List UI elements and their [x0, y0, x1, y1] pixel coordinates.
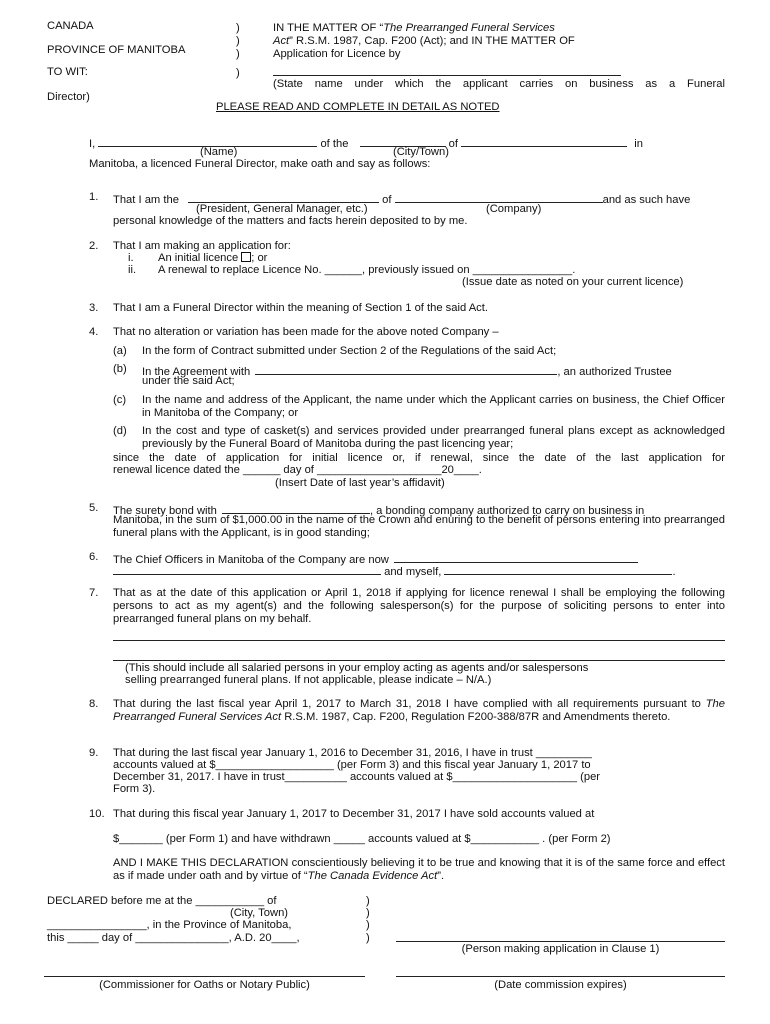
- date-line: this _____ day of _______________, A.D. 20____,: [47, 932, 300, 944]
- section-4-text: That no alteration or variation has been made for the above noted Company –: [113, 326, 499, 338]
- section-1-knowledge: personal knowledge of the matters and facts herein deposited to by me.: [113, 215, 468, 227]
- business-name-field[interactable]: [273, 75, 621, 76]
- section-6-line-2: and myself, .: [113, 563, 676, 579]
- name-caption: (Name): [200, 146, 238, 158]
- section-7-text: That as at the date of this application or April 1, 2018 if applying for licence renewal I shall be employing the following persons to act as my agent(s) and the following salesperson(s) for the purpose of soliciting persons to enter into prearranged funeral plans on my behalf.: [113, 587, 725, 626]
- bonding-company-field[interactable]: [222, 502, 370, 514]
- section-1-line: That I am the of and as such have: [113, 191, 690, 207]
- initial-licence-checkbox[interactable]: [241, 252, 251, 262]
- expiry-caption: (Date commission expires): [494, 979, 627, 991]
- myself-name-field[interactable]: [444, 563, 672, 575]
- section-9-line-2: accounts valued at $___________________ (per Form 3) and this fiscal year January 1, 2017 to: [113, 759, 591, 771]
- section-4a-text: In the form of Contract submitted under Section 2 of the Regulations of the said Act;: [142, 345, 557, 357]
- section-7-note-2: selling prearranged funeral plans. If not applicable, please indicate – N/A.): [125, 674, 492, 686]
- state-name-caption: (State name under which the applicant carries on business as a Funeral: [273, 78, 725, 90]
- matter-line-1: IN THE MATTER OF “The Prearranged Funeral Services: [273, 22, 555, 34]
- section-number: 4.: [89, 326, 99, 338]
- director-caption: Director): [47, 91, 90, 103]
- renewal-licence-option: A renewal to replace Licence No. ______, previously issued on ________________.: [158, 264, 576, 276]
- section-9-line-1: That during the last fiscal year January 1, 2016 to December 31, 2016, I have in trust _________: [113, 747, 592, 759]
- bracket-paren: ): [366, 919, 370, 931]
- section-2-intro: That I am making an application for:: [113, 240, 291, 252]
- section-9-line-3: December 31, 2017. I have in trust__________ accounts valued at $____________________ (per: [113, 771, 601, 783]
- oath-statement: Manitoba, a licenced Funeral Director, make oath and say as follows:: [89, 158, 431, 170]
- section-number: 7.: [89, 587, 99, 599]
- bracket-paren: ): [236, 22, 240, 34]
- section-10-line-2: $_______ (per Form 1) and have withdrawn _____ accounts valued at $___________ . (per Form 2): [113, 833, 611, 845]
- sub-item-label: (a): [113, 345, 127, 357]
- bracket-paren: ): [236, 48, 240, 60]
- section-4b-tail: under the said Act;: [142, 375, 235, 387]
- instruction-notice: PLEASE READ AND COMPLETE IN DETAIL AS NOTED: [216, 101, 500, 113]
- intro-line: I, of the of in: [89, 135, 643, 151]
- commissioner-caption: (Commissioner for Oaths or Notary Public): [99, 979, 310, 991]
- list-numeral: ii.: [128, 264, 137, 276]
- chief-officers-field[interactable]: [394, 551, 638, 563]
- section-number: 10.: [89, 808, 105, 820]
- sub-item-label: (d): [113, 425, 127, 437]
- section-5-line: The surety bond with , a bonding company authorized to carry on business in: [113, 502, 644, 518]
- section-4d-text: In the cost and type of casket(s) and services provided under prearranged funeral plans except as acknowledged previously by the Funeral Board of Manitoba during the past licencing year;: [142, 425, 725, 451]
- trustee-agreement-field[interactable]: [255, 363, 557, 375]
- section-4b-line: In the Agreement with , an authorized Trustee: [142, 363, 725, 379]
- province-line: ________________, in the Province of Manitoba,: [47, 919, 292, 931]
- bracket-paren: ): [236, 35, 240, 47]
- chief-officers-field-2[interactable]: [113, 563, 381, 575]
- affidavit-date-caption: (Insert Date of last year’s affidavit): [275, 477, 445, 489]
- declaration-text: AND I MAKE THIS DECLARATION conscientiously believing it to be true and knowing that it is of the same force and effect as if made under oath and by virtue of “The Canada Evidence Act”.: [113, 857, 725, 883]
- section-4-renewal-date: renewal licence dated the ______ day of ____________________20____.: [113, 464, 482, 476]
- section-4c-text: In the name and address of the Applicant, the name under which the Applicant carries on business, the Chief Officer in Manitoba of the Company; or: [142, 394, 725, 420]
- jurisdiction-canada: CANADA: [47, 20, 94, 32]
- section-9-line-4: Form 3).: [113, 783, 156, 795]
- declared-before-line: DECLARED before me at the ___________ of: [47, 895, 277, 907]
- bracket-paren: ): [366, 907, 370, 919]
- applicant-signature-line[interactable]: [396, 941, 725, 942]
- company-field[interactable]: [395, 191, 603, 203]
- section-8-text: That during the last fiscal year April 1, 2017 to March 31, 2018 I have complied with all requirements pursuant to The Prearranged Funeral Services Act R.S.M. 1987, Cap. F200, Regulation F200-388/87R and Amendments thereto.: [113, 698, 725, 724]
- sub-item-label: (c): [113, 394, 127, 406]
- city-town-caption: (City, Town): [230, 907, 289, 919]
- section-number: 1.: [89, 191, 99, 203]
- salespersons-field-line[interactable]: [113, 660, 725, 661]
- bracket-paren: ): [366, 932, 370, 944]
- city-caption: (City/Town): [393, 146, 449, 158]
- initial-licence-option: An initial licence ; or: [158, 252, 268, 264]
- sub-item-label: (b): [113, 363, 127, 375]
- issue-date-caption: (Issue date as noted on your current licence): [462, 276, 684, 288]
- position-caption: (President, General Manager, etc.): [196, 203, 368, 215]
- section-5-text: Manitoba, in the sum of $1,000.00 in the name of the Crown and enuring to the benefit of persons entering into prearranged funeral plans with the Applicant, is in good standing;: [113, 514, 725, 540]
- bracket-paren: ): [366, 895, 370, 907]
- matter-line-3: Application for Licence by: [273, 48, 401, 60]
- section-10-line-1: That during this fiscal year January 1, 2017 to December 31, 2017 I have sold accounts valued at: [113, 808, 595, 820]
- bracket-paren: ): [236, 67, 240, 79]
- section-3-text: That I am a Funeral Director within the meaning of Section 1 of the said Act.: [113, 302, 488, 314]
- section-number: 2.: [89, 240, 99, 252]
- applicant-caption: (Person making application in Clause 1): [461, 943, 660, 955]
- company-caption: (Company): [486, 203, 542, 215]
- to-wit-label: TO WIT:: [47, 66, 88, 78]
- section-number: 3.: [89, 302, 99, 314]
- section-6-line: The Chief Officers in Manitoba of the Company are now: [113, 551, 638, 567]
- section-number: 5.: [89, 502, 99, 514]
- commission-expiry-line[interactable]: [396, 976, 725, 977]
- location-field[interactable]: [461, 135, 627, 147]
- commissioner-signature-line[interactable]: [44, 976, 365, 977]
- section-number: 6.: [89, 551, 99, 563]
- section-7-note-1: (This should include all salaried persons in your employ acting as agents and/or salespersons: [125, 662, 589, 674]
- section-number: 9.: [89, 747, 99, 759]
- agents-field-line[interactable]: [113, 640, 725, 641]
- section-4-since: since the date of application for initial licence or, if renewal, since the date of the last application for: [113, 452, 725, 464]
- matter-line-2: Act” R.S.M. 1987, Cap. F200 (Act); and IN THE MATTER OF: [273, 35, 575, 47]
- position-field[interactable]: [188, 191, 379, 203]
- jurisdiction-province: PROVINCE OF MANITOBA: [47, 44, 186, 56]
- list-numeral: i.: [128, 252, 134, 264]
- section-number: 8.: [89, 698, 99, 710]
